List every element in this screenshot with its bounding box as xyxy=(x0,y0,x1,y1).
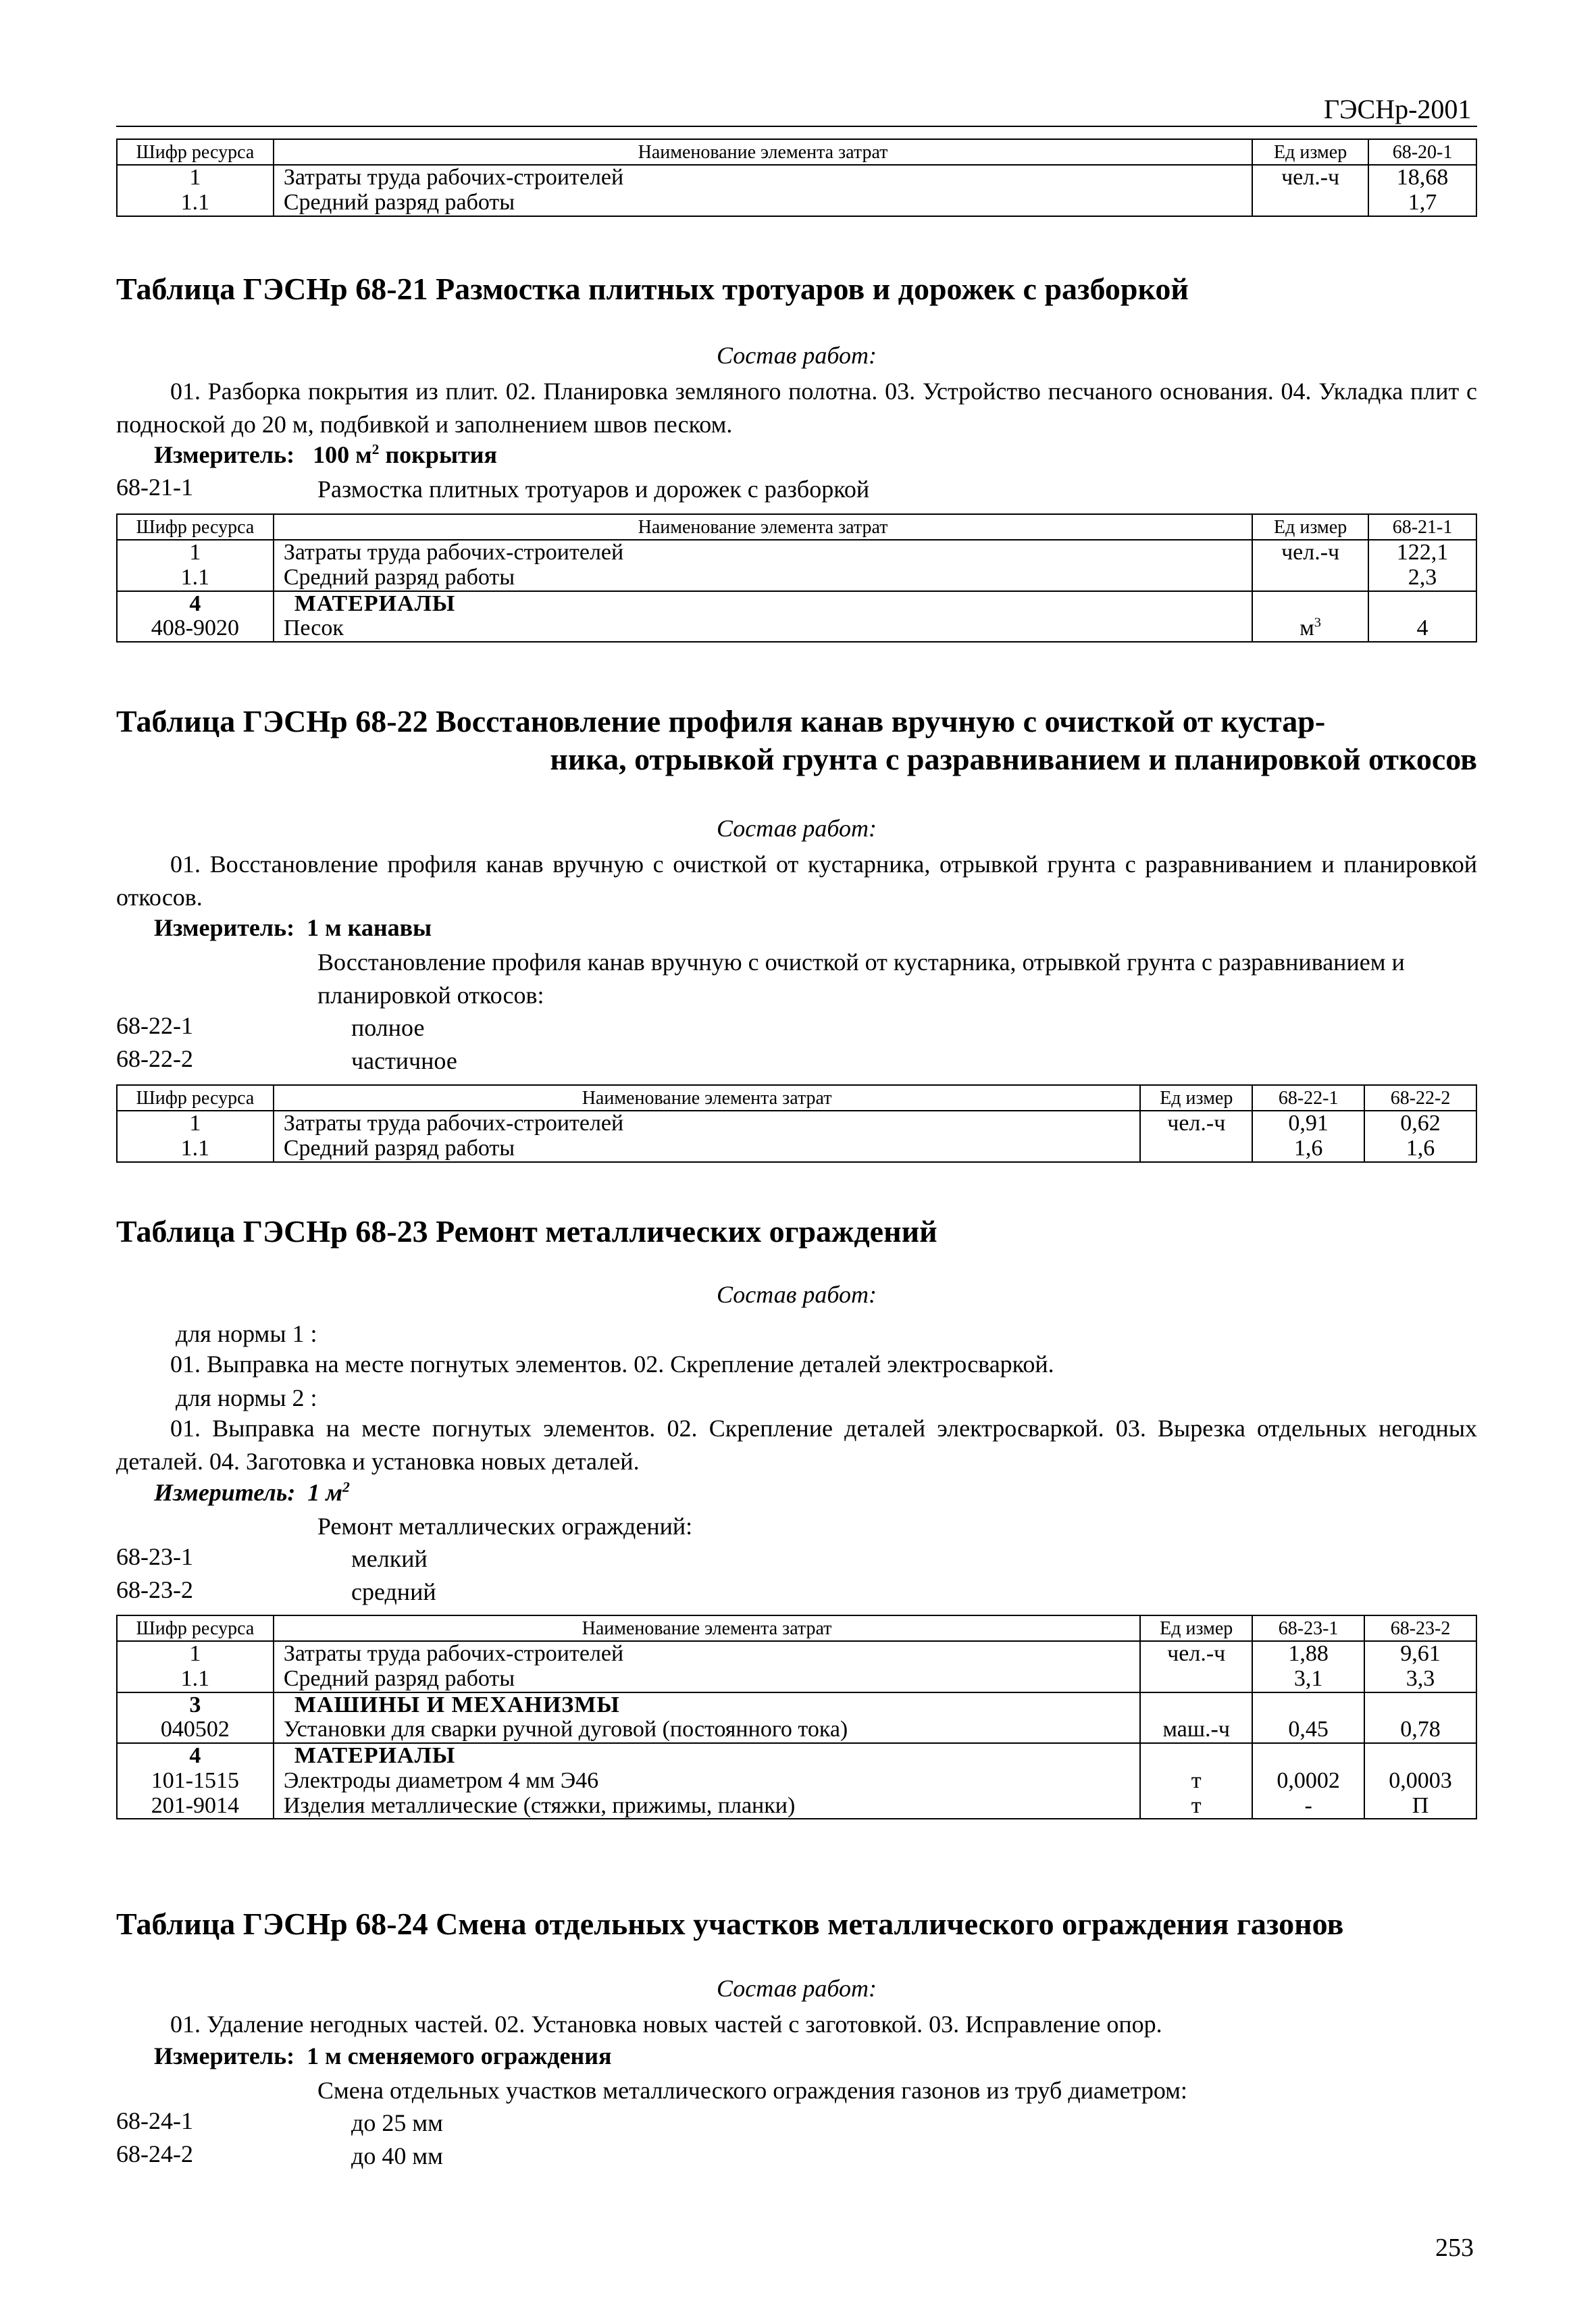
cell-name: Электроды диаметром 4 мм Э46 xyxy=(274,1769,1140,1794)
col-resource: Шифр ресурса xyxy=(117,1085,274,1111)
table-row xyxy=(117,1769,1476,1794)
col-resource: Шифр ресурса xyxy=(117,1615,274,1641)
col-resource: Шифр ресурса xyxy=(117,514,274,540)
cell-value: 1,88 xyxy=(1252,1641,1364,1667)
cell-value: 3,3 xyxy=(1364,1667,1476,1692)
col-norm: 68-20-1 xyxy=(1368,139,1476,165)
col-norm: 68-21-1 xyxy=(1368,514,1476,540)
cell-code: 1.1 xyxy=(117,1136,274,1162)
cell-name: Песок xyxy=(274,616,1252,642)
norm-code: 68-23-2 xyxy=(116,1576,193,1603)
work-composition-label: Состав работ: xyxy=(717,815,877,842)
col-name: Наименование элемента затрат xyxy=(274,139,1252,165)
norm-1-label: для нормы 1 : xyxy=(176,1320,317,1347)
table-row xyxy=(117,1692,1476,1718)
section-title-68-23: Таблица ГЭСНр 68-23 Ремонт металлических ограждений xyxy=(116,1214,937,1249)
table-row xyxy=(117,1641,1476,1667)
cell-unit: т xyxy=(1140,1769,1252,1794)
cell-value: 1,7 xyxy=(1368,191,1476,216)
table-row xyxy=(117,1717,1476,1743)
table-row xyxy=(117,591,1476,617)
norm-description: частичное xyxy=(351,1047,457,1074)
table-row xyxy=(117,565,1476,591)
cell-code: 1 xyxy=(117,1641,274,1667)
norm-description: средний xyxy=(351,1578,436,1605)
cell-code: 3 xyxy=(117,1692,274,1718)
cell-code: 1.1 xyxy=(117,1667,274,1692)
norm-description: до 40 мм xyxy=(351,2142,443,2169)
table-header-row xyxy=(117,1085,1476,1111)
table-row xyxy=(117,616,1476,642)
cell-value xyxy=(1364,1692,1476,1718)
measure-line xyxy=(154,1478,350,1507)
measure-value: 100 $м^2$ покрытия xyxy=(313,441,497,468)
section-title-line-2: ника, отрывкой грунта с разравниванием и планировкой откосов xyxy=(550,742,1477,777)
cell-code: 201-9014 xyxy=(117,1794,274,1819)
cell-value: 0,0002 xyxy=(1252,1769,1364,1794)
norm-code: 68-24-2 xyxy=(116,2140,193,2167)
norm-2-label: для нормы 2 : xyxy=(176,1384,317,1411)
cell-code: 1 xyxy=(117,1111,274,1136)
table-row xyxy=(117,1743,1476,1769)
cell-code: 1.1 xyxy=(117,191,274,216)
cell-name: Средний разряд работы xyxy=(274,1667,1140,1692)
norm-code: 68-24-1 xyxy=(116,2107,193,2134)
measure-value: 1 м канавы xyxy=(307,914,432,941)
cell-unit: чел.-ч xyxy=(1252,540,1368,565)
table-68-20 xyxy=(116,139,1477,217)
work-composition-label: Состав работ: xyxy=(717,342,877,369)
norm-code: 68-23-1 xyxy=(116,1543,193,1570)
cell-value: 0,91 xyxy=(1252,1111,1364,1136)
norm-code: 68-21-1 xyxy=(116,474,193,501)
cell-code: 408-9020 xyxy=(117,616,274,642)
table-row xyxy=(117,1794,1476,1819)
document-code: ГЭСНр-2001 xyxy=(1324,94,1472,124)
section-title-68-21: Таблица ГЭСНр 68-21 Размостка плитных тротуаров и дорожек с разборкой xyxy=(116,272,1189,306)
header-rule xyxy=(116,126,1477,127)
work-composition-text: 01. Удаление негодных частей. 02. Установка новых частей с заготовкой. 03. Исправление опор. xyxy=(170,2011,1162,2038)
cell-unit: маш.-ч xyxy=(1140,1717,1252,1743)
section-title-line-1: Таблица ГЭСНр 68-22 Восстановление профиля канав вручную с очисткой от кустар- xyxy=(116,704,1326,738)
measure-label: Измеритель: xyxy=(154,2042,295,2069)
norms-intro: Восстановление профиля канав вручную с очисткой от кустарника, отрывкой грунта с разравниванием и планировкой откосов: xyxy=(317,949,1405,1009)
cell-value xyxy=(1364,1743,1476,1769)
norm-description: полное xyxy=(351,1014,425,1041)
cell-value: 122,1 xyxy=(1368,540,1476,565)
work-composition-label: Состав работ: xyxy=(717,1281,877,1308)
col-norm: 68-22-1 xyxy=(1252,1085,1364,1111)
cell-code: 1.1 xyxy=(117,565,274,591)
cell-name: Средний разряд работы xyxy=(274,1136,1141,1162)
cell-value: 0,45 xyxy=(1252,1717,1364,1743)
cell-name: Затраты труда рабочих-строителей xyxy=(274,1111,1141,1136)
cell-unit: $м^3$ xyxy=(1252,616,1368,642)
cell-value xyxy=(1252,1743,1364,1769)
table-68-21 xyxy=(116,513,1477,643)
section-title-68-22 xyxy=(116,703,1477,778)
cell-value: 0,62 xyxy=(1364,1111,1476,1136)
cell-code: 040502 xyxy=(117,1717,274,1743)
cell-value: 1,6 xyxy=(1364,1136,1476,1162)
table-header-row xyxy=(117,1615,1476,1641)
cell-name: МАШИНЫ И МЕХАНИЗМЫ xyxy=(274,1692,1140,1718)
cell-code: 101-1515 xyxy=(117,1769,274,1794)
table-68-23 xyxy=(116,1615,1477,1819)
cell-value: П xyxy=(1364,1794,1476,1819)
norms-intro: Ремонт металлических ограждений: xyxy=(317,1513,693,1540)
cell-name: Установки для сварки ручной дуговой (постоянного тока) xyxy=(274,1717,1140,1743)
cell-name: Средний разряд работы xyxy=(274,191,1252,216)
cell-value: 9,61 xyxy=(1364,1641,1476,1667)
col-unit: Ед измер xyxy=(1252,514,1368,540)
cell-unit: чел.-ч xyxy=(1252,165,1368,191)
cell-unit xyxy=(1140,1667,1252,1692)
norm-code: 68-22-1 xyxy=(116,1012,193,1039)
table-68-22 xyxy=(116,1084,1477,1163)
cell-unit: чел.-ч xyxy=(1140,1641,1252,1667)
cell-value: 0,78 xyxy=(1364,1717,1476,1743)
norm-description: мелкий xyxy=(351,1545,428,1572)
cell-value: 3,1 xyxy=(1252,1667,1364,1692)
col-resource: Шифр ресурса xyxy=(117,139,274,165)
norm-description: Размостка плитных тротуаров и дорожек с разборкой xyxy=(317,476,870,503)
table-row xyxy=(117,165,1476,191)
norm-code: 68-22-2 xyxy=(116,1045,193,1072)
cell-unit xyxy=(1252,591,1368,617)
cell-name: Затраты труда рабочих-строителей xyxy=(274,1641,1140,1667)
work-composition-text: 01. Восстановление профиля канав вручную с очисткой от кустарника, отрывкой грунта с разравниванием и планировкой откосов. xyxy=(116,851,1477,911)
norms-intro: Смена отдельных участков металлического ограждения газонов из труб диаметром: xyxy=(317,2077,1187,2104)
cell-unit xyxy=(1140,1692,1252,1718)
cell-value: - xyxy=(1252,1794,1364,1819)
table-row xyxy=(117,1667,1476,1692)
measure-value: 1 м сменяемого ограждения xyxy=(307,2042,612,2069)
table-row xyxy=(117,191,1476,216)
norm-description: до 25 мм xyxy=(351,2109,443,2136)
cell-value: 4 xyxy=(1368,616,1476,642)
cell-code: 4 xyxy=(117,591,274,617)
cell-value: 2,3 xyxy=(1368,565,1476,591)
col-name: Наименование элемента затрат xyxy=(274,1085,1141,1111)
cell-code: 1 xyxy=(117,165,274,191)
cell-unit xyxy=(1140,1136,1252,1162)
col-norm: 68-23-1 xyxy=(1252,1615,1364,1641)
cell-name: МАТЕРИАЛЫ xyxy=(274,591,1252,617)
cell-code: 4 xyxy=(117,1743,274,1769)
table-row xyxy=(117,1111,1476,1136)
cell-unit: т xyxy=(1140,1794,1252,1819)
cell-name: Средний разряд работы xyxy=(274,565,1252,591)
cell-value: 0,0003 xyxy=(1364,1769,1476,1794)
col-name: Наименование элемента затрат xyxy=(274,514,1252,540)
cell-name: Затраты труда рабочих-строителей xyxy=(274,165,1252,191)
cell-unit xyxy=(1140,1743,1252,1769)
measure-line xyxy=(154,441,497,469)
measure-label: Измеритель: xyxy=(154,441,295,468)
cell-name: Затраты труда рабочих-строителей xyxy=(274,540,1252,565)
measure-label: Измеритель: xyxy=(154,914,295,941)
cell-unit xyxy=(1252,565,1368,591)
col-norm: 68-22-2 xyxy=(1364,1085,1476,1111)
cell-unit: чел.-ч xyxy=(1140,1111,1252,1136)
measure-line xyxy=(154,2042,611,2070)
cell-value xyxy=(1252,1692,1364,1718)
col-unit: Ед измер xyxy=(1140,1615,1252,1641)
table-row xyxy=(117,1136,1476,1162)
table-header-row xyxy=(117,139,1476,165)
section-title-68-24: Таблица ГЭСНр 68-24 Смена отдельных участков металлического ограждения газонов xyxy=(116,1907,1344,1941)
work-composition-text: 01. Разборка покрытия из плит. 02. Планировка земляного полотна. 03. Устройство песчаного основания. 04. Укладка плит с подноской до 20 м, подбивкой и заполнением швов песком. xyxy=(116,378,1477,438)
cell-value: 1,6 xyxy=(1252,1136,1364,1162)
cell-name: Изделия металлические (стяжки, прижимы, планки) xyxy=(274,1794,1140,1819)
work-composition-text-1: 01. Выправка на месте погнутых элементов. 02. Скрепление деталей электросваркой. xyxy=(170,1351,1054,1378)
page-number: 253 xyxy=(1435,2234,1474,2262)
measure-value: 1 $м^2$ xyxy=(307,1479,350,1506)
measure-line xyxy=(154,913,432,942)
col-name: Наименование элемента затрат xyxy=(274,1615,1140,1641)
cell-code: 1 xyxy=(117,540,274,565)
col-unit: Ед измер xyxy=(1140,1085,1252,1111)
col-unit: Ед измер xyxy=(1252,139,1368,165)
work-composition-label: Состав работ: xyxy=(717,1975,877,2002)
col-norm: 68-23-2 xyxy=(1364,1615,1476,1641)
cell-value xyxy=(1368,591,1476,617)
table-header-row xyxy=(117,514,1476,540)
work-composition-text-2: 01. Выправка на месте погнутых элементов. 02. Скрепление деталей электросваркой. 03. Вырезка отдельных негодных деталей. 04. Заготовка и установка новых деталей. xyxy=(116,1415,1477,1475)
cell-value: 18,68 xyxy=(1368,165,1476,191)
cell-name: МАТЕРИАЛЫ xyxy=(274,1743,1140,1769)
cell-unit xyxy=(1252,191,1368,216)
measure-label: Измеритель: xyxy=(154,1479,296,1506)
table-row xyxy=(117,540,1476,565)
